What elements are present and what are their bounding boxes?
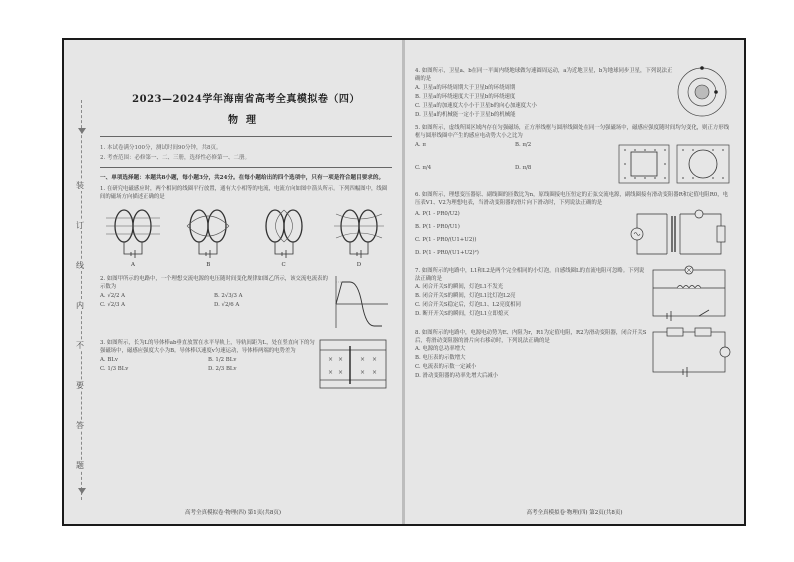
q6-option-c: C. P(1 - PR0/(U1+U2)) — [415, 236, 477, 243]
margin-triangle-icon — [78, 128, 86, 134]
note-1: 1. 本试卷满分100分，测试时间90分钟，共8页。 — [100, 145, 222, 151]
page-1-footer: 高考全真模拟卷·物理(四) 第1页(共8页) — [184, 510, 282, 516]
question-6-block — [415, 208, 733, 260]
question-8-block — [415, 326, 733, 382]
q4-option-a: A. 卫星a的环绕周期大于卫星b的环绕周期 — [415, 84, 516, 91]
q1-figure-d — [326, 206, 392, 268]
q2-option-b: B. 2√3/3 A — [214, 292, 243, 299]
q8-option-a: A. 电源的总功率增大 — [415, 346, 466, 353]
q1-label: A — [131, 261, 135, 268]
exam-notes — [100, 136, 392, 168]
q2-option-a: A. √2/2 A — [100, 292, 126, 299]
q8-resistor-circuit-figure — [647, 326, 731, 378]
page-2-content — [415, 64, 733, 381]
q4-satellite-orbit-figure — [673, 64, 731, 120]
svg-text:×: × — [328, 355, 334, 363]
q2-option-c: C. √2/3 A — [100, 301, 126, 308]
q2-option-d: D. √2/6 A — [214, 301, 240, 308]
side-label: 题 — [72, 460, 88, 471]
q4-option-b: B. 卫星a的环绕速度大于卫星b的环绕速度 — [415, 93, 516, 100]
question-3-block — [100, 336, 392, 392]
side-label: 不 — [72, 340, 88, 351]
q4-option-c: C. 卫星a的加速度大小小于卫星b的向心加速度大小 — [415, 102, 537, 109]
question-7-block — [415, 264, 733, 322]
q5-option-d: D. π/8 — [515, 164, 532, 171]
question-5-block — [415, 141, 733, 187]
question-8-text — [415, 326, 647, 382]
q8-option-b: B. 电压表的示数增大 — [415, 355, 466, 362]
q3-option-c: C. 1/3 BLv — [100, 365, 129, 372]
question-2-text — [100, 272, 328, 334]
coil-diagram-icon — [253, 206, 315, 262]
binding-margin — [70, 100, 96, 500]
page-1-content — [100, 86, 392, 392]
note-2: 2. 考查范围：必修第一、二、三册，选择性必修第一、二册。 — [100, 155, 250, 161]
q3-option-d: D. 2/3 BLv — [208, 365, 237, 372]
q1-label: B — [206, 261, 211, 268]
q5-option-a: A. π — [415, 141, 426, 148]
side-label: 答 — [72, 420, 88, 431]
q1-label: D — [356, 261, 362, 268]
side-label: 内 — [72, 300, 88, 311]
page-2-footer: 高考全真模拟卷·物理(四) 第2页(共8页) — [526, 510, 623, 516]
q3-options — [100, 356, 316, 374]
q6-option-a: A. P(1 - PR0/U2) — [415, 210, 460, 217]
svg-text:×: × — [328, 368, 334, 376]
question-1: 1. 在研究电磁感应时，两个相同的线圈平行放置，通有大小相等的电流，电流方向如图中箭头所示。下列四幅图中，线圈间的磁场方向描述正确的是 — [100, 186, 388, 201]
q1-figures — [100, 206, 392, 268]
q3-option-a: A. BLv — [100, 356, 118, 363]
svg-text:×: × — [372, 368, 378, 376]
q6-option-b: B. P(1 - PR0/U1) — [415, 223, 460, 230]
q3-option-b: B. 1/2 BLv — [208, 356, 237, 363]
exam-subject: 物理 — [228, 115, 264, 126]
question-3: 3. 如图所示，长为L的导体棒ab垂直放置在水平导轨上，导轨间距为L，处在竖直向下的匀强磁场中，磁感应强度大小为B。导体棒以速度v匀速运动，导体棒两端的电势差为 — [100, 339, 315, 355]
exam-spread — [62, 38, 746, 526]
q7-option-d: D. 断开开关S的瞬间，灯泡L1立即熄灭 — [415, 311, 509, 318]
exam-title: 2023—2024学年海南省高考全真模拟卷（四） — [132, 94, 360, 105]
side-label: 装 — [72, 180, 88, 191]
side-label: 订 — [72, 220, 88, 231]
q7-option-a: A. 闭合开关S的瞬间，灯泡L1不发光 — [415, 284, 504, 291]
q1-figure-c — [251, 206, 317, 268]
coil-diagram-icon — [102, 206, 164, 262]
coil-diagram-icon — [328, 206, 390, 262]
q5-options — [415, 141, 615, 187]
q3-magnetic-field-figure — [316, 336, 390, 392]
section-heading: 一、单项选择题：本题共8小题，每小题3分，共24分。在每小题给出的四个选项中，只有一项是符合题目要求的。 — [100, 175, 385, 181]
q5-field-region-figure — [615, 141, 733, 187]
side-label: 线 — [72, 260, 88, 271]
q1-label: C — [281, 261, 286, 268]
q5-option-c: C. π/4 — [415, 164, 432, 171]
question-3-text — [100, 336, 316, 392]
svg-text:×: × — [372, 355, 378, 363]
page-1 — [64, 40, 402, 524]
q1-figure-a — [100, 206, 166, 268]
question-6: 6. 如图所示，理想变压器原、副线圈的匝数比为n，原线圈接电压恒定的正弦交流电源，副线圈接有滑动变阻器R和定值电阻R0，电压表V1、V2为理想电表，当滑动变阻器的滑片向下滑动时，下列说法正确的是 — [415, 191, 728, 207]
svg-text:×: × — [338, 368, 344, 376]
question-8: 8. 如图所示的电路中，电源电动势为E、内阻为r，R1为定值电阻，R2为滑动变阻器，闭合开关S后，将滑动变阻器的滑片向右移动时，下列说法正确的是 — [415, 329, 647, 345]
q7-option-b: B. 闭合开关S的瞬间，灯泡L1比灯泡L2亮 — [415, 293, 516, 300]
q7-option-c: C. 闭合开关S稳定后，灯泡L1、L2亮度相同 — [415, 302, 521, 309]
coil-diagram-icon — [177, 206, 239, 262]
q2-waveform-figure — [328, 272, 390, 334]
q8-option-d: D. 滑动变阻器的功率先增大后减小 — [415, 373, 499, 380]
q5-option-b: B. π/2 — [515, 141, 532, 148]
q1-figure-b — [175, 206, 241, 268]
question-4: 4. 如图所示，卫星a、b在同一平面内绕地球做匀速圆周运动，a为近地卫星，b为地球同步卫星，下列说法正确的是 — [415, 68, 673, 83]
margin-triangle-icon — [78, 488, 86, 494]
svg-text:×: × — [360, 368, 366, 376]
q8-option-c: C. 电流表的示数一定减小 — [415, 364, 477, 371]
question-2-block — [100, 272, 392, 334]
q6-options — [415, 208, 627, 260]
q6-transformer-circuit-figure — [627, 208, 727, 260]
svg-text:×: × — [360, 355, 366, 363]
question-5: 5. 如图所示，虚线所围区域内存在匀强磁场，正方形线框与圆形线圈处在同一匀强磁场中，磁感应强度随时间均匀变化，则正方形线框与圆形线圈中产生的感应电动势大小之比为 — [415, 125, 730, 140]
question-4-text — [415, 64, 673, 120]
side-label: 要 — [72, 380, 88, 391]
page-2 — [405, 40, 744, 524]
q4-option-d: D. 卫星a的机械能一定小于卫星b的机械能 — [415, 111, 516, 118]
question-2: 2. 如图甲所示的电路中，一个理想交流电源的电压随时间变化规律如图乙所示，该交流电流表的示数为 — [100, 275, 328, 291]
q2-options — [100, 292, 328, 310]
q7-inductor-circuit-figure — [647, 264, 731, 322]
question-7: 7. 如图所示的电路中，L1和L2是两个完全相同的小灯泡，自感线圈L的直流电阻可忽略。下列说法正确的是 — [415, 267, 645, 283]
q6-option-d: D. P(1 - PR0/(U1+U2)²) — [415, 249, 479, 256]
question-4-block — [415, 64, 733, 120]
question-7-text — [415, 264, 647, 322]
svg-text:×: × — [338, 355, 344, 363]
